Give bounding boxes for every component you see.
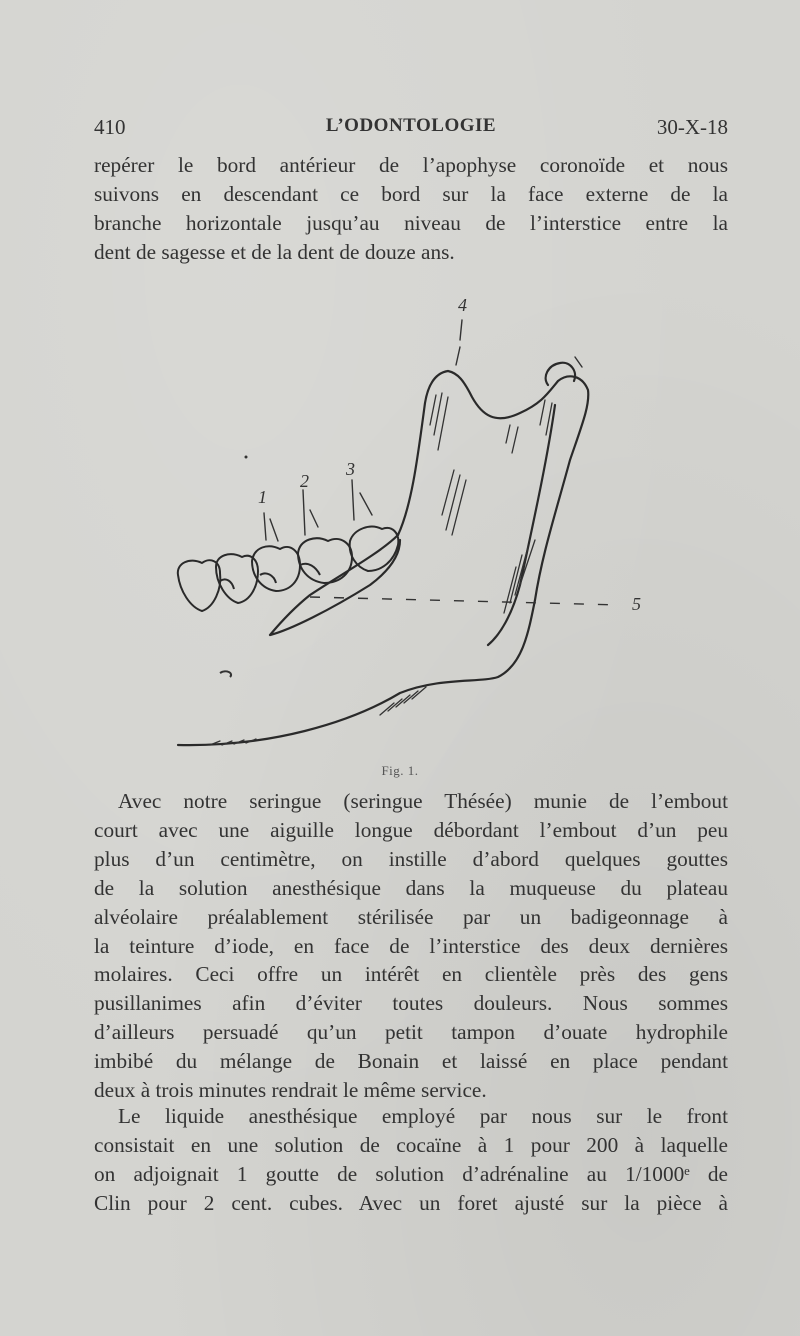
page-number: 410 bbox=[94, 115, 126, 139]
paragraph-3 bbox=[94, 1102, 728, 1218]
pointer-lines bbox=[264, 320, 582, 541]
mandible-drawing bbox=[150, 285, 670, 755]
text-line: dent de sagesse et de la dent de douze ans. bbox=[94, 239, 455, 264]
text-line: branche horizontale jusqu’au niveau de l’interstice entre la bbox=[94, 210, 728, 235]
issue-date: 30-X-18 bbox=[656, 115, 728, 139]
tooth bbox=[252, 546, 300, 591]
figure-label-3: 3 bbox=[346, 459, 355, 479]
ramus-inner-edge bbox=[488, 405, 555, 645]
paragraph-2 bbox=[94, 787, 728, 1105]
gum-line bbox=[270, 535, 400, 635]
figure-label-5: 5 bbox=[632, 594, 641, 614]
text-line: la teinture d’iode, en face de l’interstice des deux dernières bbox=[94, 933, 728, 958]
text-line: on adjoignait 1 goutte de solution d’adrénaline au 1/1000ᵉ de bbox=[94, 1161, 728, 1186]
text-line: deux à trois minutes rendrait le même service. bbox=[94, 1078, 487, 1103]
running-header bbox=[94, 115, 728, 145]
text-line: suivons en descendant ce bord sur la face externe de la bbox=[94, 181, 728, 206]
mandible-figure bbox=[150, 285, 670, 755]
text-line: court avec une aiguille longue débordant l’embout d’un peu bbox=[94, 817, 728, 842]
text-line: d’ailleurs persuadé qu’un petit tampon d’ouate hydrophile bbox=[94, 1020, 728, 1045]
figure-label-4: 4 bbox=[458, 295, 467, 315]
figure-caption: Fig. 1. bbox=[381, 763, 419, 778]
text-line: pusillanimes afin d’éviter toutes douleurs. Nous sommes bbox=[94, 991, 728, 1016]
text-line: imbibé du mélange de Bonain et laissé en place pendant bbox=[94, 1049, 728, 1074]
text-line: alvéolaire préalablement stérilisée par un badigeonnage à bbox=[94, 904, 728, 929]
text-line: repérer le bord antérieur de l’apophyse coronoïde et nous bbox=[94, 153, 728, 177]
tooth bbox=[178, 560, 220, 611]
condyle bbox=[546, 363, 575, 385]
running-title: L’ODONTOLOGIE bbox=[325, 115, 497, 136]
text-line: Le liquide anesthésique employé par nous sur le front bbox=[118, 1104, 728, 1128]
tooth bbox=[298, 538, 352, 583]
figure-label-2: 2 bbox=[300, 471, 309, 491]
stray-mark bbox=[220, 671, 231, 677]
dashed-level-line bbox=[310, 597, 620, 605]
figure-label-1: 1 bbox=[258, 487, 267, 507]
text-line: plus d’un centimètre, on instille d’abord quelques gouttes bbox=[94, 846, 728, 871]
text-line: Clin pour 2 cent. cubes. Avec un foret ajusté sur la pièce à bbox=[94, 1190, 728, 1215]
paragraph-1 bbox=[94, 151, 728, 267]
text-line: de la solution anesthésique dans la muqueuse du plateau bbox=[94, 875, 728, 900]
text-line: Avec notre seringue (seringue Thésée) munie de l’embout bbox=[118, 789, 728, 813]
text-line: molaires. Ceci offre un intérêt en clientèle près des gens bbox=[94, 962, 728, 987]
text-line: consistait en une solution de cocaïne à 1 pour 200 à laquelle bbox=[94, 1132, 728, 1157]
